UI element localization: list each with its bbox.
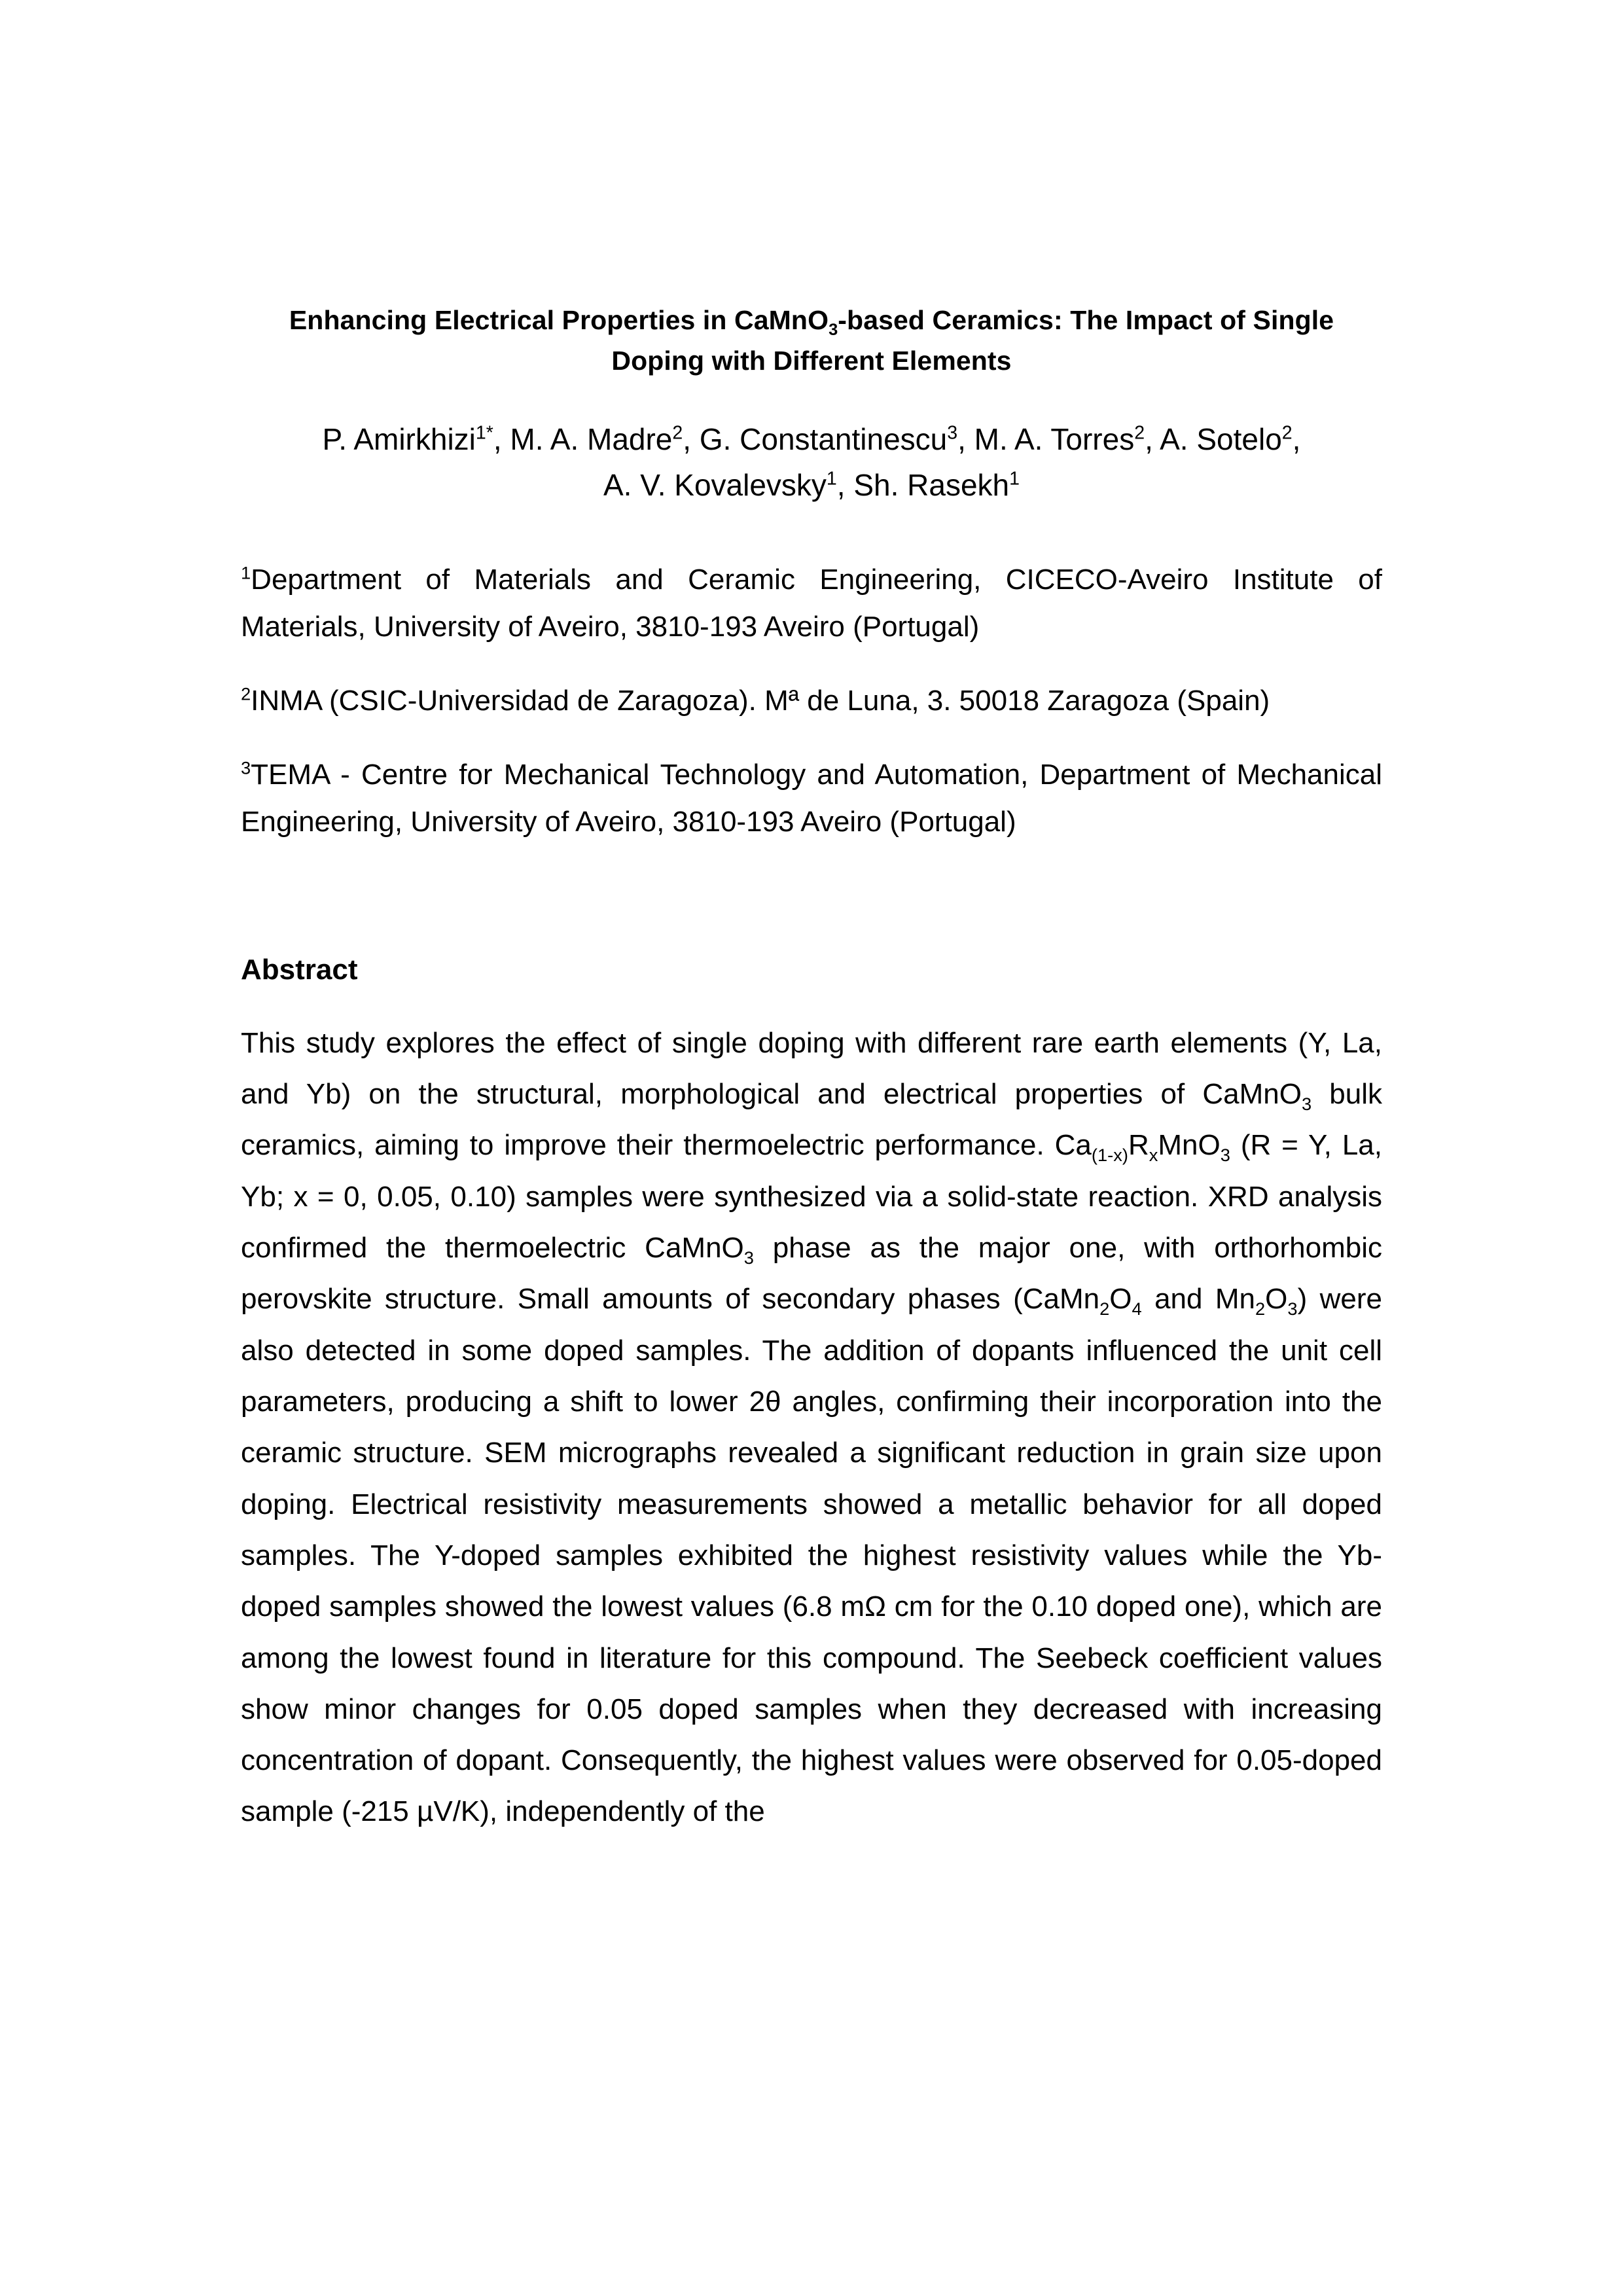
author-affiliation-marker: 1* bbox=[475, 422, 493, 444]
title-part-1: Enhancing Electrical Properties in CaMnO bbox=[289, 305, 829, 335]
affiliation-text: Department of Materials and Ceramic Engineering, CICECO-Aveiro Institute of Materials, University of Aveiro, 3810-193 Aveiro (Portugal) bbox=[241, 564, 1382, 643]
author-entry bbox=[974, 422, 1145, 456]
abstract-heading: Abstract bbox=[241, 953, 358, 986]
page-title bbox=[241, 0, 1382, 382]
abstract-seg-7: O bbox=[1109, 1283, 1132, 1316]
author-affiliation-marker: 2 bbox=[1134, 422, 1145, 444]
affiliation-1 bbox=[241, 508, 1382, 650]
formula-subscript: 4 bbox=[1132, 1299, 1142, 1319]
abstract-seg-3: R bbox=[1128, 1129, 1149, 1162]
formula-subscript: 3 bbox=[1287, 1299, 1298, 1319]
affiliation-3 bbox=[241, 724, 1382, 845]
author-affiliation-marker: 3 bbox=[947, 422, 958, 444]
affiliation-2 bbox=[241, 650, 1382, 724]
abstract-paragraph bbox=[241, 992, 1382, 1838]
affiliation-text: TEMA - Centre for Mechanical Technology and Automation, Department of Mechanical Engineering, University of Aveiro, 3810-193 Aveiro (Portugal) bbox=[241, 759, 1382, 838]
author-entry bbox=[603, 468, 837, 502]
affiliation-marker: 2 bbox=[241, 683, 251, 704]
author-list: P. Amirkhizi$^{1*}$, M. A. Madre$^2$, G. Constantinescu$^3$, M. A. Torres$^2$, A. Sotelo$^2$, A. V. Kovalevsky$^1$, Sh. Rasekh$^1$ bbox=[322, 422, 1301, 502]
formula-subscript: x bbox=[1149, 1145, 1158, 1166]
abstract-seg-8: and Mn bbox=[1141, 1283, 1255, 1316]
page-content-column bbox=[241, 0, 1382, 1838]
abstract-seg-5: (R = Y, La, Yb; x = 0, 0.05, 0.10) samples were synthesized via a solid-state reaction. XRD analysis confirmed the thermoelectric CaMnO bbox=[241, 1129, 1382, 1265]
author-name: A. Sotelo bbox=[1160, 422, 1282, 456]
author-name: M. A. Torres bbox=[974, 422, 1135, 456]
abstract-seg-9: O bbox=[1265, 1283, 1288, 1316]
author-entry bbox=[853, 468, 1020, 502]
abstract-seg-6: phase as the major one, with orthorhombic perovskite structure. Small amounts of secondary phases (CaMn bbox=[241, 1232, 1382, 1316]
author-affiliation-marker: 2 bbox=[1281, 422, 1293, 444]
title-subscript-3: 3 bbox=[829, 321, 838, 340]
author-name: M. A. Madre bbox=[510, 422, 673, 456]
author-affiliation-marker: 2 bbox=[672, 422, 683, 444]
author-name: P. Amirkhizi bbox=[322, 422, 476, 456]
affiliation-marker: 1 bbox=[241, 562, 251, 583]
abstract-seg-1: This study explores the effect of single doping with different rare earth elements (Y, La, and Yb) on the structural, morphological and electrical properties of CaMnO bbox=[241, 1026, 1382, 1111]
affiliation-marker: 3 bbox=[241, 757, 251, 778]
formula-subscript: 2 bbox=[1099, 1299, 1110, 1319]
author-entry bbox=[323, 422, 493, 456]
affiliation-text: INMA (CSIC-Universidad de Zaragoza). Mª de Luna, 3. 50018 Zaragoza (Spain) bbox=[251, 684, 1270, 717]
author-entry bbox=[1160, 422, 1293, 456]
author-name: Sh. Rasekh bbox=[853, 467, 1010, 502]
author-affiliation-marker: 1 bbox=[1009, 468, 1020, 490]
formula-subscript: (1-x) bbox=[1091, 1145, 1128, 1166]
title-part-2: -based Ceramics: The Impact of Single Doping with Different Elements bbox=[611, 305, 1334, 376]
abstract-seg-2: bulk ceramics, aiming to improve their thermoelectric performance. Ca bbox=[241, 1078, 1382, 1162]
author-affiliation-marker: 1 bbox=[826, 468, 837, 490]
abstract-seg-4: MnO bbox=[1158, 1129, 1221, 1162]
formula-subscript: 2 bbox=[1255, 1299, 1266, 1319]
formula-subscript: 3 bbox=[743, 1247, 754, 1268]
formula-subscript: 3 bbox=[1220, 1145, 1230, 1166]
author-entry bbox=[510, 422, 683, 456]
author-entry bbox=[700, 422, 957, 456]
author-name: A. V. Kovalevsky bbox=[603, 467, 827, 502]
author-name: G. Constantinescu bbox=[699, 422, 948, 456]
abstract-seg-10: ) were also detected in some doped samples. The addition of dopants influenced the unit cell parameters, producing a shift to lower 2θ angles, confirming their incorporation into the ceramic structure. SEM micrographs revealed a significant reduction in grain size upon doping. Electrical resistivity measurements showed a metallic behavior for all doped samples. The Y-doped samples exhibited the highest resistivity values while the Yb-doped samples showed the lowest values (6.8 mΩ cm for the 0.10 doped one), which are among the lowest found in literature for this compound. The Seebeck coefficient values show minor changes for 0.05 doped samples when they decreased with increasing concentration of dopant. Consequently, the highest values were observed for 0.05-doped sample (-215 µV/K), independently of the bbox=[241, 1283, 1382, 1828]
formula-subscript: 3 bbox=[1301, 1093, 1312, 1114]
